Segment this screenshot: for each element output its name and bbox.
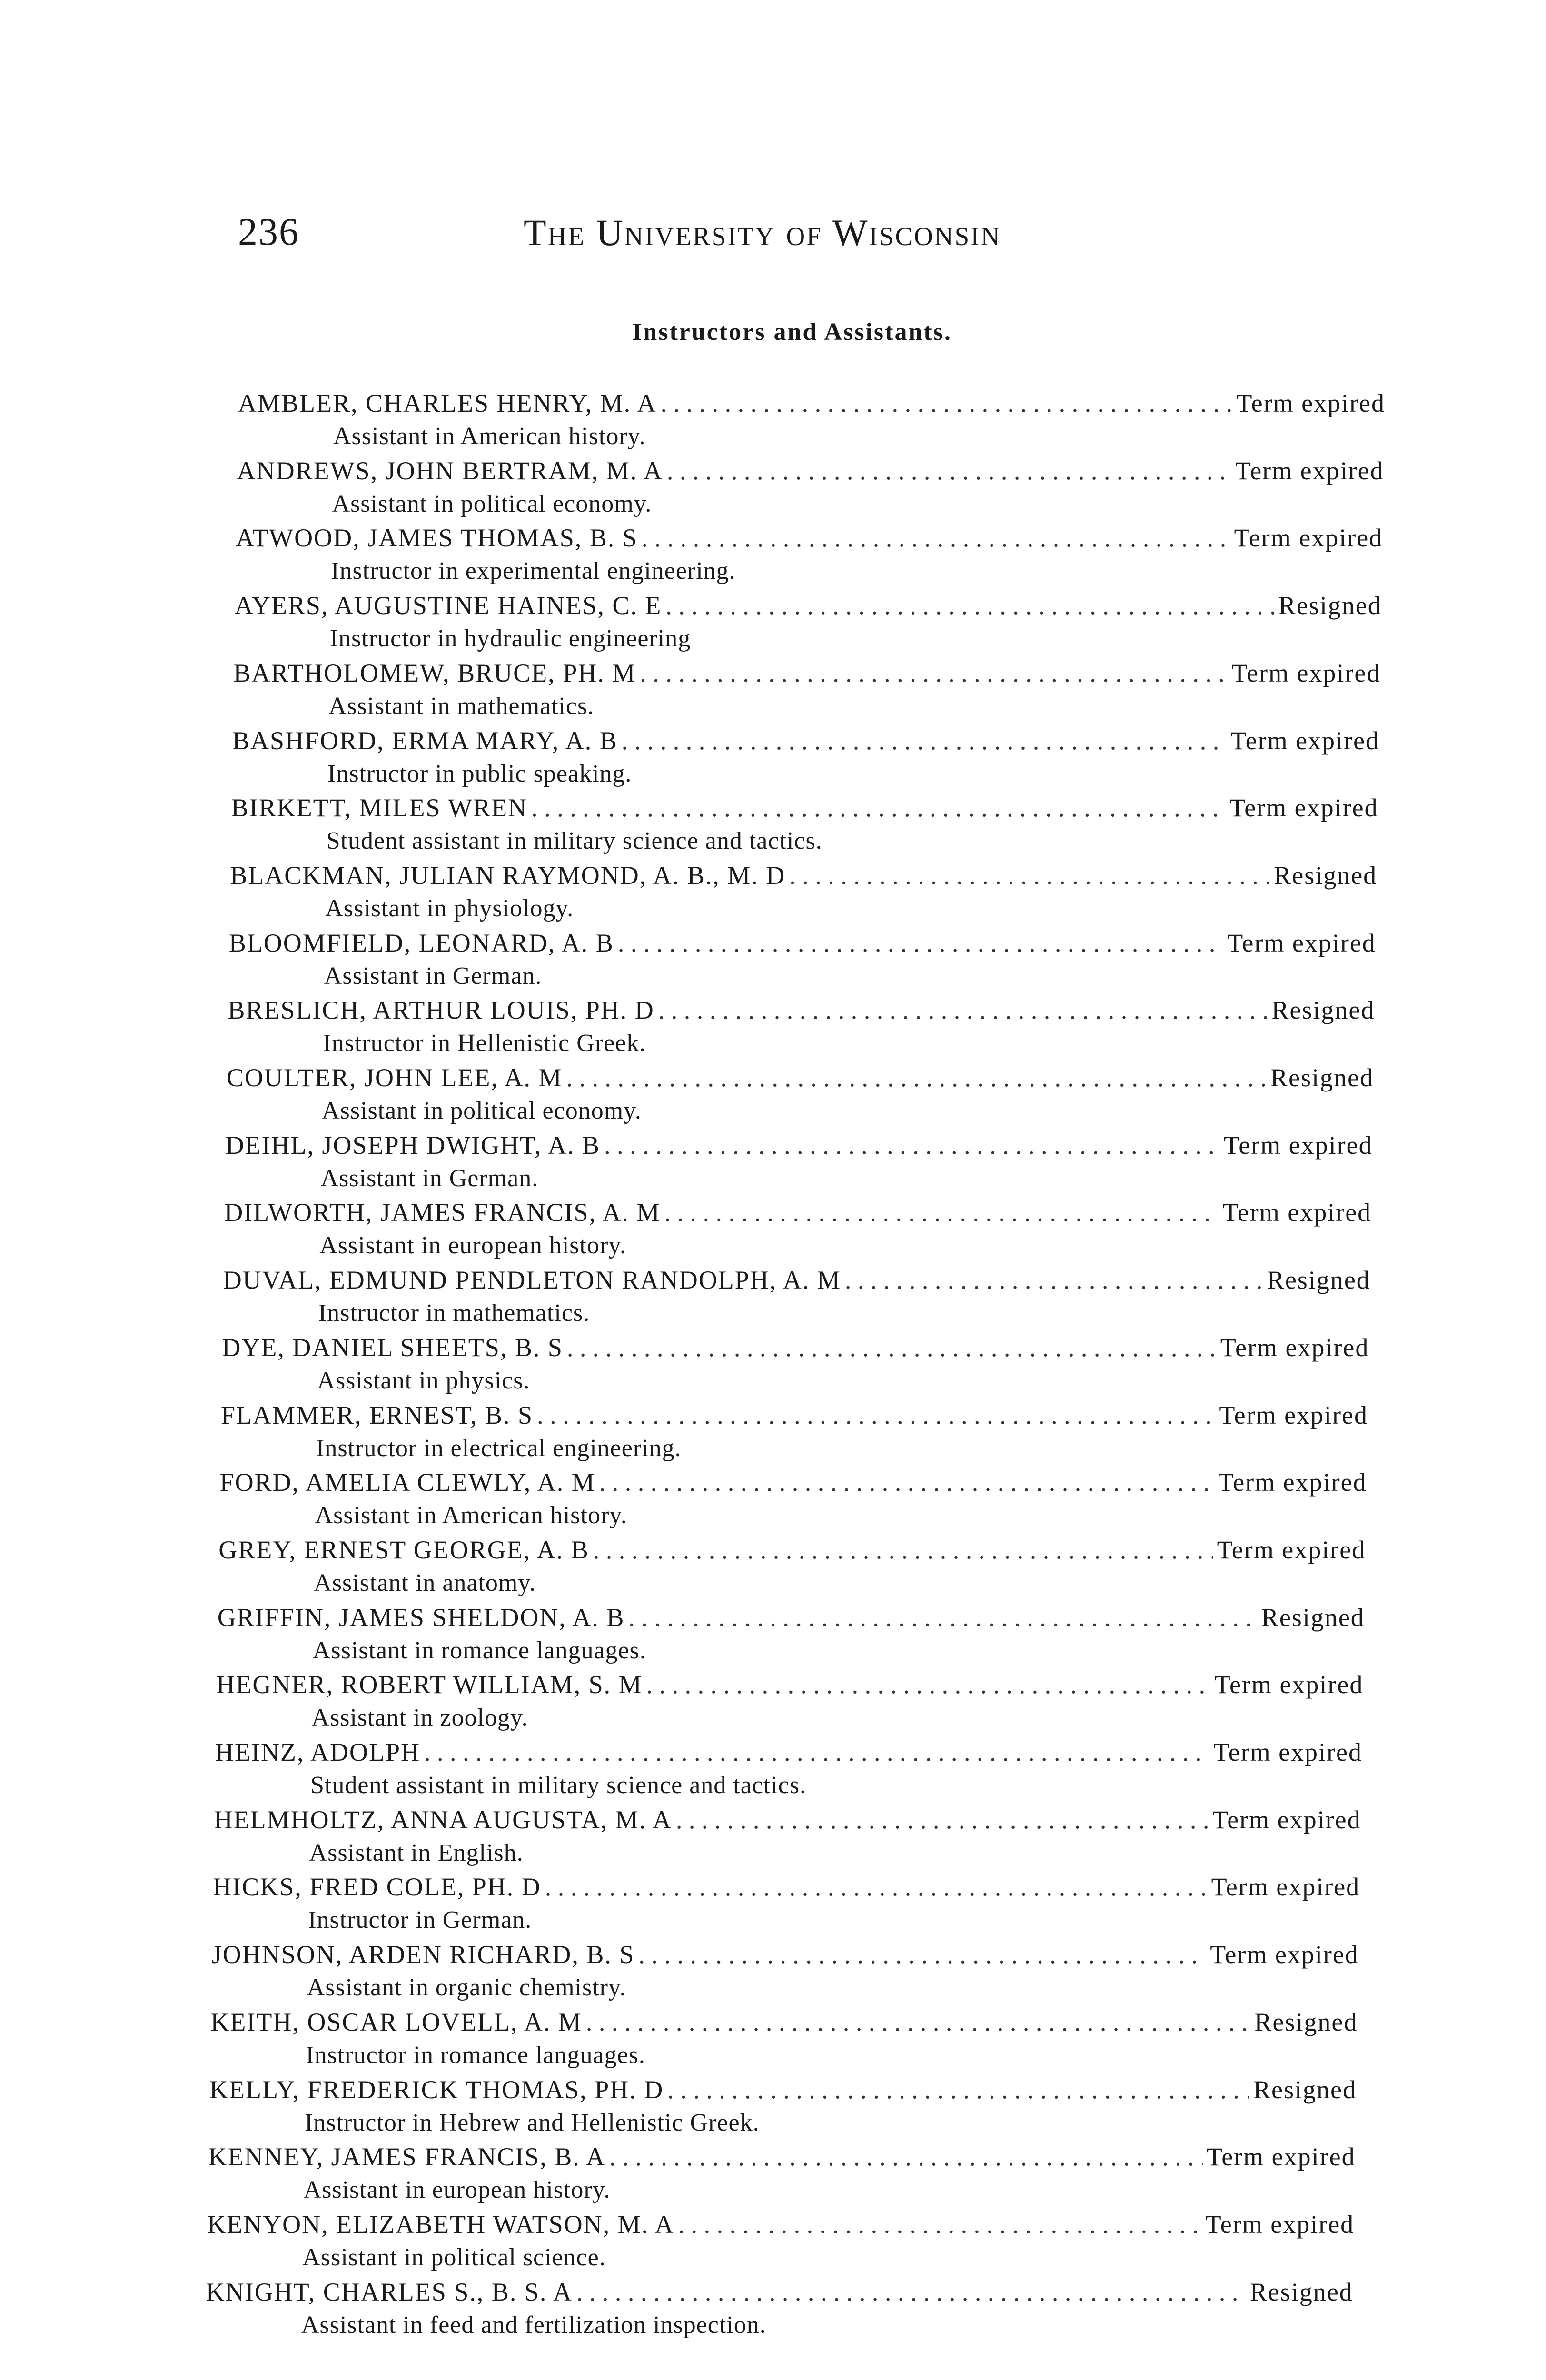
dot-leader	[789, 859, 1270, 892]
entry-position: Assistant in european history.	[303, 2176, 611, 2204]
entry-position: Instructor in public speaking.	[327, 760, 632, 787]
list-item	[221, 1398, 1368, 1466]
entry-line	[224, 1196, 1371, 1229]
entry-line	[210, 2005, 1358, 2039]
entry-line	[223, 1263, 1370, 1297]
dot-leader	[664, 1196, 1219, 1229]
section-heading: Instructors and Assistants.	[632, 318, 952, 346]
list-item	[207, 2208, 1354, 2275]
entry-status: Term expired	[1207, 2142, 1356, 2172]
entry-line	[218, 1533, 1366, 1567]
page-header	[0, 209, 1546, 267]
list-item	[218, 1533, 1366, 1601]
entry-status: Term expired	[1218, 1468, 1367, 1497]
entry-name: DUVAL, EDMUND PENDLETON RANDOLPH, A. M	[223, 1266, 841, 1295]
entry-line	[221, 1398, 1368, 1432]
entry-line	[207, 2208, 1354, 2241]
entry-line	[220, 1466, 1367, 1499]
entry-position: Student assistant in military science and tactics.	[326, 827, 823, 855]
entry-line	[214, 1803, 1361, 1836]
list-item	[226, 1129, 1373, 1196]
entry-position: Assistant in feed and fertilization inspection.	[301, 2311, 766, 2339]
list-item	[235, 589, 1382, 656]
entry-name: KNIGHT, CHARLES S., B. S. A	[206, 2277, 573, 2306]
entry-name: AYERS, AUGUSTINE HAINES, C. E	[234, 591, 662, 620]
list-item	[228, 993, 1375, 1061]
entry-position: Instructor in electrical engineering.	[316, 1434, 682, 1462]
entry-position: Assistant in German.	[324, 962, 542, 990]
entry-line	[233, 656, 1380, 690]
entry-line	[208, 2140, 1356, 2173]
page-number: 236	[238, 210, 299, 253]
list-item	[223, 1263, 1370, 1331]
entry-status: Resigned	[1253, 2075, 1357, 2104]
entry-status: Term expired	[1227, 928, 1376, 957]
list-item	[206, 2275, 1353, 2343]
entry-position: Assistant in political economy.	[332, 490, 652, 517]
entry-name: GRIFFIN, JAMES SHELDON, A. B	[217, 1603, 625, 1632]
list-item	[236, 521, 1383, 589]
dot-leader	[567, 1331, 1217, 1364]
entry-status: Term expired	[1229, 793, 1378, 823]
entry-status: Term expired	[1217, 1535, 1366, 1564]
entry-line	[209, 2073, 1357, 2106]
entry-position: Assistant in european history.	[319, 1232, 626, 1259]
entry-name: BASHFORD, ERMA MARY, A. B	[232, 726, 618, 755]
entry-name: HEGNER, ROBERT WILLIAM, S. M	[216, 1670, 643, 1699]
entry-status: Resigned	[1261, 1603, 1365, 1632]
dot-leader	[676, 1803, 1209, 1836]
entry-status: Resigned	[1249, 2277, 1353, 2306]
entry-status: Term expired	[1211, 1873, 1360, 1902]
entry-status: Term expired	[1230, 726, 1379, 755]
entry-line	[237, 454, 1384, 487]
entry-status: Resigned	[1267, 1266, 1370, 1295]
entry-position: Assistant in mathematics.	[328, 692, 595, 720]
entry-line	[212, 1938, 1359, 1971]
dot-leader	[622, 724, 1227, 757]
entry-position: Assistant in romance languages.	[312, 1636, 646, 1664]
entry-name: ANDREWS, JOHN BERTRAM, M. A	[237, 456, 663, 485]
entry-status: Term expired	[1231, 658, 1381, 687]
entry-line	[229, 926, 1376, 960]
running-title: The University of Wisconsin	[524, 212, 1001, 253]
entry-name: DEIHL, JOSEPH DWIGHT, A. B	[225, 1130, 601, 1160]
dot-leader	[593, 1533, 1213, 1567]
entry-name: BIRKETT, MILES WREN	[231, 793, 528, 823]
dot-leader	[609, 2140, 1203, 2173]
entry-name: HICKS, FRED COLE, PH. D	[213, 1873, 541, 1902]
entry-position: Instructor in mathematics.	[318, 1299, 590, 1327]
entry-status: Term expired	[1224, 1130, 1373, 1160]
entry-position: Assistant in American history.	[315, 1502, 627, 1529]
list-item	[214, 1803, 1361, 1871]
list-item	[216, 1668, 1363, 1735]
dot-leader	[667, 2073, 1249, 2106]
list-item	[209, 2073, 1357, 2141]
entry-name: HEINZ, ADOLPH	[215, 1738, 420, 1766]
entry-name: BARTHOLOMEW, BRUCE, PH. M	[233, 658, 636, 687]
entry-position: Assistant in German.	[320, 1164, 539, 1192]
dot-leader	[665, 589, 1274, 622]
dot-leader	[640, 656, 1228, 690]
entry-line	[231, 791, 1378, 824]
entry-position: Assistant in physics.	[317, 1367, 530, 1394]
entry-status: Term expired	[1214, 1670, 1364, 1699]
list-item	[224, 1196, 1371, 1263]
entry-status: Resigned	[1278, 591, 1382, 620]
dot-leader	[678, 2208, 1202, 2241]
dot-leader	[642, 521, 1230, 555]
list-item	[237, 454, 1384, 522]
dot-leader	[576, 2275, 1246, 2309]
entry-line	[206, 2275, 1353, 2309]
list-item	[232, 724, 1379, 792]
dot-leader	[566, 1061, 1267, 1094]
entry-name: BLACKMAN, JULIAN RAYMOND, A. B., M. D	[230, 861, 786, 890]
entry-line	[216, 1668, 1363, 1701]
entry-position: Student assistant in military science and tactics.	[310, 1772, 807, 1799]
entry-position: Instructor in Hellenistic Greek.	[323, 1030, 646, 1057]
entry-status: Resigned	[1274, 861, 1378, 890]
entry-line	[218, 1601, 1365, 1634]
entry-status: Term expired	[1213, 1738, 1362, 1766]
entry-position: Assistant in American history.	[333, 423, 646, 450]
dot-leader	[667, 454, 1231, 487]
entry-position: Assistant in anatomy.	[314, 1569, 536, 1597]
entry-status: Term expired	[1205, 2210, 1355, 2239]
entry-line	[238, 387, 1385, 420]
entry-name: FORD, AMELIA CLEWLY, A. M	[219, 1468, 595, 1497]
entry-status: Resigned	[1271, 996, 1375, 1025]
list-item	[210, 2005, 1358, 2073]
list-item	[220, 1466, 1367, 1533]
entry-status: Term expired	[1212, 1805, 1361, 1834]
list-item	[218, 1601, 1365, 1668]
entry-name: DYE, DANIEL SHEETS, B. S	[222, 1333, 563, 1362]
list-item	[238, 387, 1385, 454]
entry-position: Assistant in political economy.	[322, 1097, 642, 1124]
entry-name: COULTER, JOHN LEE, A. M	[227, 1063, 563, 1092]
list-item	[229, 926, 1376, 994]
entry-line	[232, 724, 1379, 757]
dot-leader	[845, 1263, 1263, 1297]
entry-position: Assistant in political science.	[302, 2243, 606, 2271]
entry-line	[230, 859, 1377, 892]
entry-name: GREY, ERNEST GEORGE, A. B	[218, 1535, 589, 1564]
entry-status: Resigned	[1270, 1063, 1374, 1092]
dot-leader	[545, 1870, 1208, 1904]
entry-name: KENYON, ELIZABETH WATSON, M. A	[207, 2210, 674, 2239]
dot-leader	[586, 2005, 1251, 2039]
entry-name: KENNEY, JAMES FRANCIS, B. A	[208, 2142, 606, 2172]
dot-leader	[424, 1735, 1209, 1769]
entry-position: Instructor in experimental engineering.	[331, 557, 736, 585]
entry-position: Instructor in Hebrew and Hellenistic Greek.	[305, 2109, 760, 2136]
list-item	[212, 1938, 1359, 2005]
entry-line	[235, 589, 1382, 622]
list-item	[222, 1331, 1369, 1398]
entry-name: FLAMMER, ERNEST, B. S	[221, 1400, 534, 1429]
list-item	[233, 656, 1380, 724]
list-item	[208, 2140, 1356, 2208]
dot-leader	[646, 1668, 1211, 1701]
entry-name: ATWOOD, JAMES THOMAS, B. S	[236, 524, 638, 553]
entry-position: Assistant in organic chemistry.	[307, 1974, 626, 2002]
dot-leader	[531, 791, 1226, 824]
entry-status: Term expired	[1222, 1198, 1372, 1227]
dot-leader	[661, 387, 1233, 420]
entry-position: Assistant in physiology.	[325, 894, 574, 922]
entry-name: DILWORTH, JAMES FRANCIS, A. M	[224, 1198, 661, 1227]
entry-line	[236, 521, 1383, 555]
entry-position: Assistant in zoology.	[311, 1704, 528, 1732]
entry-name: KELLY, FREDERICK THOMAS, PH. D	[209, 2075, 664, 2104]
entry-line	[226, 1129, 1373, 1162]
entry-status: Term expired	[1236, 389, 1385, 417]
list-item	[231, 791, 1378, 859]
entry-name: BRESLICH, ARTHUR LOUIS, PH. D	[228, 996, 654, 1025]
entry-position: Instructor in romance languages.	[306, 2041, 645, 2069]
dot-leader	[638, 1938, 1206, 1971]
dot-leader	[599, 1466, 1214, 1499]
entry-name: BLOOMFIELD, LEONARD, A. B	[228, 928, 614, 957]
entry-position: Instructor in German.	[308, 1906, 532, 1934]
dot-leader	[604, 1129, 1220, 1162]
dot-leader	[658, 993, 1268, 1027]
entry-name: AMBLER, CHARLES HENRY, M. A	[238, 389, 657, 417]
entry-status: Term expired	[1219, 1400, 1368, 1429]
entry-status: Term expired	[1235, 456, 1384, 485]
entry-line	[222, 1331, 1369, 1364]
dot-leader	[618, 926, 1223, 960]
entry-name: KEITH, OSCAR LOVELL, A. M	[210, 2007, 582, 2036]
entry-status: Term expired	[1234, 524, 1383, 553]
entry-line	[215, 1735, 1362, 1769]
entry-status: Term expired	[1210, 1940, 1359, 1969]
entry-position: Assistant in English.	[309, 1839, 524, 1866]
list-item	[230, 859, 1377, 926]
list-item	[227, 1061, 1374, 1129]
list-item	[213, 1870, 1360, 1938]
entry-name: HELMHOLTZ, ANNA AUGUSTA, M. A	[214, 1805, 672, 1834]
entry-status: Resigned	[1254, 2007, 1358, 2036]
dot-leader	[537, 1398, 1215, 1432]
list-item	[215, 1735, 1362, 1803]
entry-status: Term expired	[1220, 1333, 1369, 1362]
entry-position: Instructor in hydraulic engineering	[329, 625, 691, 653]
entry-line	[228, 993, 1375, 1027]
dot-leader	[628, 1601, 1257, 1634]
entry-name: JOHNSON, ARDEN RICHARD, B. S	[211, 1940, 635, 1969]
entry-line	[227, 1061, 1374, 1094]
entry-line	[213, 1870, 1360, 1904]
